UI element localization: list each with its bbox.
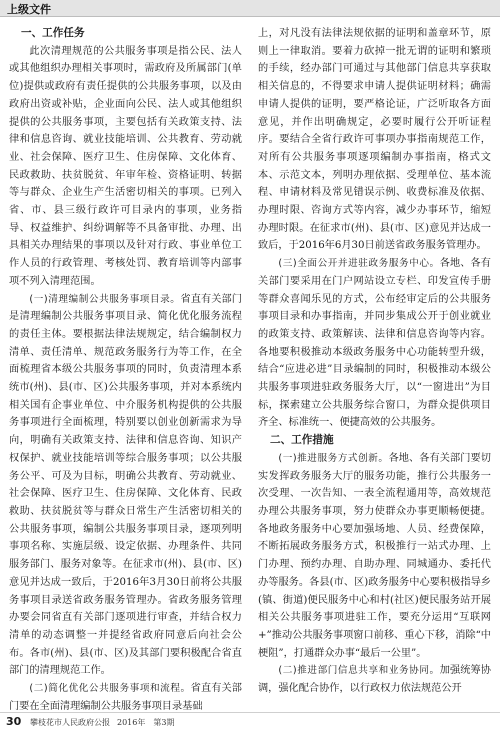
footer-rule <box>0 712 500 713</box>
page-number: 30 <box>6 715 22 728</box>
left-column <box>9 25 242 715</box>
paragraph: (二)简化优化公共服务事项和流程。省直有关部门要在全面清理编制公共服务事项目录基础 <box>9 683 242 712</box>
header-rule <box>0 16 500 17</box>
paragraph: (三)全面公开并进驻政务服务中心。各地、各有关部门要采用在门户网站设立专栏、印发宣传手册等群众喜闻乐见的方式，公布经审定后的公共服务事项目录和办事指南，并同步集成公开于创业就业的政策支持、政策解读、法律和信息咨询等内容。各地要积极推动本级政务服务中心功能转型升级，结合“应进必进”目录编制的同时，积极推动本级公共服务事项进驻政务服务大厅，以“一窗进出”为目标，探索建立公共服务综合窗口，为群众提供项目齐全、标准统一、便捷高效的公共服务。 <box>258 258 491 429</box>
section-label: 上级文件 <box>7 3 51 16</box>
subheading: (三)全面公开并进驻政务服务中心。 <box>278 258 440 270</box>
subheading: (一)推进服务方式创新。 <box>278 452 389 464</box>
paragraph: (一)推进服务方式创新。各地、各有关部门要切实发挥政务服务大厅的服务功能，推行公共服务一次受理、一次告知、一表全流程通用等，高效规范办理公共服务事项，努力使群众办事更顺畅便捷。各地政务服务中心要加强场地、人员、经费保障，不断拓展政务服务方式，积极推行一站式办理、上门办理、预约办理、自助办理、同城通办、委托代办等服务。各县(市、区)政务服务中心要积极指导乡(镇、街道)便民服务中心和村(社区)便民服务站开展相关公共服务事项进驻工作，要充分运用“互联网+”推动公共服务事项窗口前移、重心下移，消除“中梗阻”，打通群众办事“最后一公里”。 <box>258 452 491 659</box>
paragraph: (二)推进部门信息共享和业务协同。加强统筹协调，强化配合协作，以行政权力依法规范公开 <box>258 665 491 695</box>
header-bar <box>0 0 500 16</box>
paragraph: 此次清理规范的公共服务事项是指公民、法人或其他组织办理相关事项时，需政府及所属部门(单位)提供或政府有责任提供的公共服务事项，以及由政府出资或补贴，企业面向公民、法人或其他组织提供的公共服务事项，主要包括有关政策支持、法律和信息咨询、就业技能培训、公共教育、劳动就业、社会保障、医疗卫生、住房保障、文化体育、民政救助、扶贫脱贫、年审年检、资格证明、转据等与群众、企业生产生活密切相关的事项。已列入省、市、县三级行政许可目录内的事项，业务指导、权益维护、纠纷调解等不具备审批、办理、出具相关办理结果的事项以及针对行政、事业单位工作人员的行政管理、考核处罚、教育培训等内部事项不列入清理范围。 <box>9 45 242 287</box>
heading-work-tasks: 一、工作任务 <box>21 27 85 39</box>
issue-info: 2016年 第3期 <box>117 718 175 727</box>
subheading: (一)清理编制公共服务事项目录。 <box>29 293 181 305</box>
subheading: (二)推进部门信息共享和业务协同。 <box>278 665 440 677</box>
paragraph: 上，对凡没有法律法规依据的证明和盖章环节，原则上一律取消。要着力砍掉一批无谓的证明和繁琐的手续，经办部门可通过与其他部门信息共享获取相关信息的，不得要求申请人提供证明材料；确需申请人提供的证明，要严格论证，广泛听取各方面意见，并作出明确规定，必要时履行公开听证程序。要结合全省行政许可事项办事指南规范工作，对所有公共服务事项逐项编制办事指南，格式文本、示范文本，列明办理依据、受理单位、基本流程、申请材料及常见错误示例、收费标准及依据、办理时限、咨询方式等内容，减少办事环节，缩短办理时限。在征求市(州)、县(市、区)意见并达成一致后，于2016年6月30日前送省政务服务管理办。 <box>258 28 491 252</box>
heading-work-measures: 二、工作措施 <box>270 434 334 447</box>
subheading: (二)简化优化公共服务事项和流程。 <box>29 683 191 695</box>
footer <box>0 712 500 731</box>
paragraph: (一)清理编制公共服务事项目录。省直有关部门是清理编制公共服务事项目录、简化优化服务流程的责任主体。要根据法律法规规定，结合编制权力清单、责任清单、规范政务服务行为等工作，在全面梳理省本级公共服务事项的同时，负责清理本系统市(州)、县(市、区)公共服务事项，并对本系统内相关国有企事业单位、中介服务机构提供的公共服务事项进行全面梳理，特别要以创业创新需求为导向，明确有关政策支持、法律和信息咨询、知识产权保护、就业技能培训等综合服务事项；以公共服务公平、可及为目标，明确公共教育、劳动就业、社会保障、医疗卫生、住房保障、文化体育、民政救助、扶贫脱贫等与群众日常生产生活密切相关的公共服务事项，编制公共服务事项目录，逐项列明事项名称、实施层级、设定依据、办理条件、共同服务部门、服务对象等。在征求市(州)、县(市、区)意见并达成一致后，于2016年3月30日前将公共服务事项目录送省政务服务管理办。省政务服务管理办要会同省直有关部门逐项进行审查，并结合权力清单的动态调整一并提经省政府同意后向社会公布。各市(州)、县(市、区)及其部门要积极配合省直部门的清理规范工作。 <box>9 293 242 677</box>
journal-title: 攀枝花市人民政府公报 <box>30 718 110 727</box>
right-column <box>258 25 491 698</box>
